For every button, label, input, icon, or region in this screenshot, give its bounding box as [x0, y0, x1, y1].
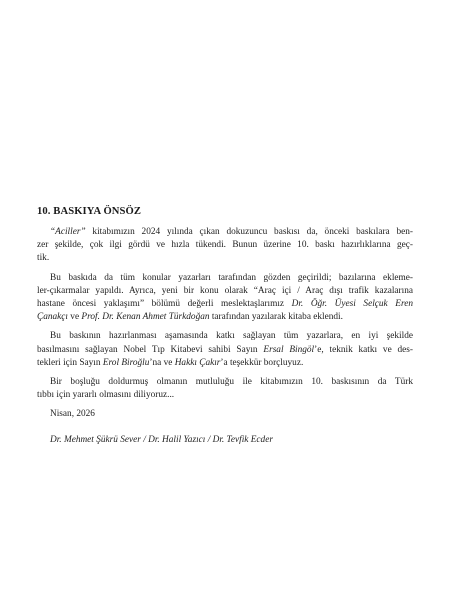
- preface-date: Nisan, 2026: [50, 409, 95, 420]
- book-title: “Aciller”: [50, 227, 86, 237]
- paragraph-4-line-2: tıbbı için yararlı olmasını diliyoruz...: [37, 390, 175, 401]
- paragraph-1-line-3: tik.: [37, 253, 50, 264]
- paragraph-2: [37, 272, 413, 325]
- contributor-name: Prof. Dr. Kenan Ahmet Türkdoğan: [81, 312, 210, 323]
- paragraph-3: [37, 330, 413, 370]
- paragraph-3-line-1: Bu baskının hazırlanması aşamasında katkı sağlayan tüm yazarlara, en iyi şekilde: [50, 331, 413, 342]
- paragraph-3-line-2: basılmasını sağlayan Nobel Tıp Kitabevi sahibi Sayın Ersal Bingöl’e, teknik katkı ve des-: [37, 344, 414, 355]
- paragraph-4-line-1: Bir boşluğu doldurmuş olmanın mutluluğu ile kitabımızın 10. baskısının da Türk: [50, 377, 413, 388]
- paragraph-2-line-1: Bu baskıda da tüm konular yazarları tarafından gözden geçirildi; bazılarına ekleme-: [50, 272, 413, 283]
- paragraph-2-line-4: Çanakçı ve Prof. Dr. Kenan Ahmet Türkdoğan tarafından yazılarak kitaba eklendi.: [37, 312, 343, 323]
- preface-heading: 10. BASKIYA ÖNSÖZ: [37, 206, 142, 217]
- preface-section: [37, 206, 413, 447]
- contributor-name: Çanakçı: [37, 312, 68, 323]
- paragraph-3-line-3: tekleri için Sayın Erol Biroğlu’na ve Hakkı Çakır’a teşekkür borçluyuz.: [37, 357, 304, 368]
- paragraph-4: [37, 376, 413, 402]
- paragraph-1: [37, 226, 413, 266]
- contributor-name: Erol Biroğlu: [102, 357, 150, 368]
- preface-authors: Dr. Mehmet Şükrü Sever / Dr. Halil Yazıcı / Dr. Tevfik Ecder: [50, 434, 273, 445]
- publisher-name: Ersal Bingöl: [263, 344, 315, 355]
- paragraph-2-line-3: hastane öncesi yaklaşımı” bölümü değerli meslektaşlarımız Dr. Öğr. Üyesi Selçuk Eren: [37, 299, 413, 310]
- paragraph-1-line-2: zer şekilde, çok ilgi gördü ve hızla tükendi. Bunun üzerine 10. baskı hazırlıklarına geç-: [37, 240, 413, 251]
- paragraph-1-line-1: “Aciller” kitabımızın 2024 yılında çıkan dokuzuncu baskısı da, önceki baskılara ben-: [50, 227, 413, 237]
- paragraph-2-line-2: ler-çıkarmalar yapıldı. Ayrıca, yeni bir konu olarak “Araç içi / Araç dışı trafik kazalarına: [37, 285, 413, 296]
- contributor-name: Dr. Öğr. Üyesi Selçuk Eren: [291, 299, 413, 310]
- contributor-name: Hakkı Çakır: [174, 357, 221, 368]
